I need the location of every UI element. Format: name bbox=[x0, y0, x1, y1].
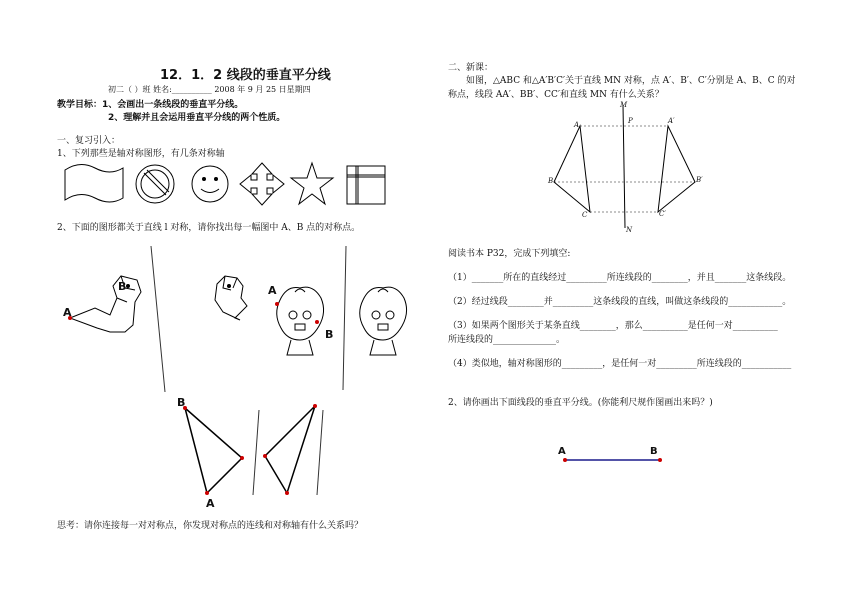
axis-line-1 bbox=[151, 246, 165, 392]
reading-instruction: 阅读书本 P32，完成下列填空: bbox=[448, 249, 571, 259]
intro-line-1: 如图，△ABC 和△A′B′C′关于直线 MN 对称，点 A′、B′、C′分别是 A、B、C 的对 bbox=[466, 76, 796, 86]
teaching-goal-1: 教学目标：1、会画出一条线段的垂直平分线。 bbox=[57, 100, 244, 110]
fill-blank-3a: （3）如果两个图形关于某条直线________，那么__________是任何一对__________ bbox=[448, 321, 778, 331]
label-a: A bbox=[574, 121, 580, 129]
triangle-abc bbox=[554, 126, 590, 212]
label-b-dog: B bbox=[118, 280, 127, 293]
axis-line-2 bbox=[343, 246, 346, 390]
dog-right bbox=[215, 276, 247, 320]
label-c: C bbox=[582, 211, 588, 219]
framed-square-shape bbox=[347, 166, 385, 204]
no-sign-shape bbox=[136, 165, 174, 203]
question-1: 1、下列那些是轴对称图形，有几条对称轴 bbox=[57, 149, 225, 159]
label-p: P bbox=[628, 117, 633, 125]
label-n: N bbox=[626, 226, 633, 234]
fill-blank-4: （4）类似地，轴对称图形的_________，是任何一对_________所连线段的___________ bbox=[448, 359, 792, 369]
new-lesson-heading: 二、新课： bbox=[448, 63, 494, 73]
point-a-triangle bbox=[205, 491, 209, 495]
fill-blank-3b: 所连线段的______________。 bbox=[448, 335, 566, 345]
smiley-shape bbox=[192, 166, 228, 202]
label-a-prime: A′ bbox=[668, 117, 675, 125]
girl-right bbox=[360, 287, 407, 355]
symmetry-shapes bbox=[55, 160, 400, 210]
axis-line-3 bbox=[253, 410, 259, 495]
label-b: B bbox=[548, 177, 554, 185]
review-heading: 一、复习引入： bbox=[57, 136, 121, 146]
axis-line-4 bbox=[317, 410, 323, 495]
question-2: 2、下面的图形都关于直线 l 对称，请你找出每一幅图中 A、B 点的对称点。 bbox=[57, 223, 361, 233]
teaching-goal-2: 2、理解并且会运用垂直平分线的两个性质。 bbox=[108, 113, 286, 123]
label-a-girl: A bbox=[268, 284, 277, 297]
label-b-prime: B′ bbox=[696, 176, 703, 184]
triangle-right bbox=[265, 406, 315, 493]
triangle-left bbox=[185, 408, 242, 493]
class-info-line: 初二（ ）班 姓名:__________ 2008 年 9 月 25 日星期四 bbox=[108, 85, 311, 94]
flag-shape bbox=[65, 164, 123, 202]
page-title: 12．1．2 线段的垂直平分线 bbox=[160, 68, 331, 83]
question-2-right: 2、请你画出下面线段的垂直平分线。(你能利尺规作图画出来吗？) bbox=[448, 398, 713, 408]
label-m: M bbox=[620, 101, 628, 109]
point-b-girl bbox=[315, 320, 319, 324]
segment-label-a: A bbox=[558, 446, 566, 457]
segment-label-b: B bbox=[650, 446, 658, 457]
think-question: 思考：请你连接每一对对称点，你发现对称点的连线和对称轴有什么关系吗？ bbox=[57, 521, 364, 531]
line-mn bbox=[623, 105, 625, 228]
label-a-triangle: A bbox=[206, 497, 215, 510]
intro-line-2: 称点，线段 AA′、BB′、CC′和直线 MN 有什么关系？ bbox=[448, 90, 664, 100]
triangle-a2b2c2 bbox=[658, 126, 695, 212]
star-shape bbox=[291, 163, 333, 204]
label-b-triangle: B bbox=[177, 396, 186, 409]
symmetry-figures bbox=[55, 240, 425, 525]
fill-blank-2: （2）经过线段________并_________这条线段的直线，叫做这条线段的____________。 bbox=[448, 297, 792, 307]
label-a-dog: A bbox=[63, 306, 72, 319]
point-a-girl bbox=[275, 302, 279, 306]
label-c-prime: C′ bbox=[659, 210, 666, 218]
dog-left bbox=[70, 276, 141, 332]
fill-blank-1: （1）_______所在的直线经过_________所连线段的________，并且_______这条线段。 bbox=[448, 273, 792, 283]
label-b-girl: B bbox=[325, 328, 334, 341]
four-arrows-shape bbox=[240, 163, 284, 205]
